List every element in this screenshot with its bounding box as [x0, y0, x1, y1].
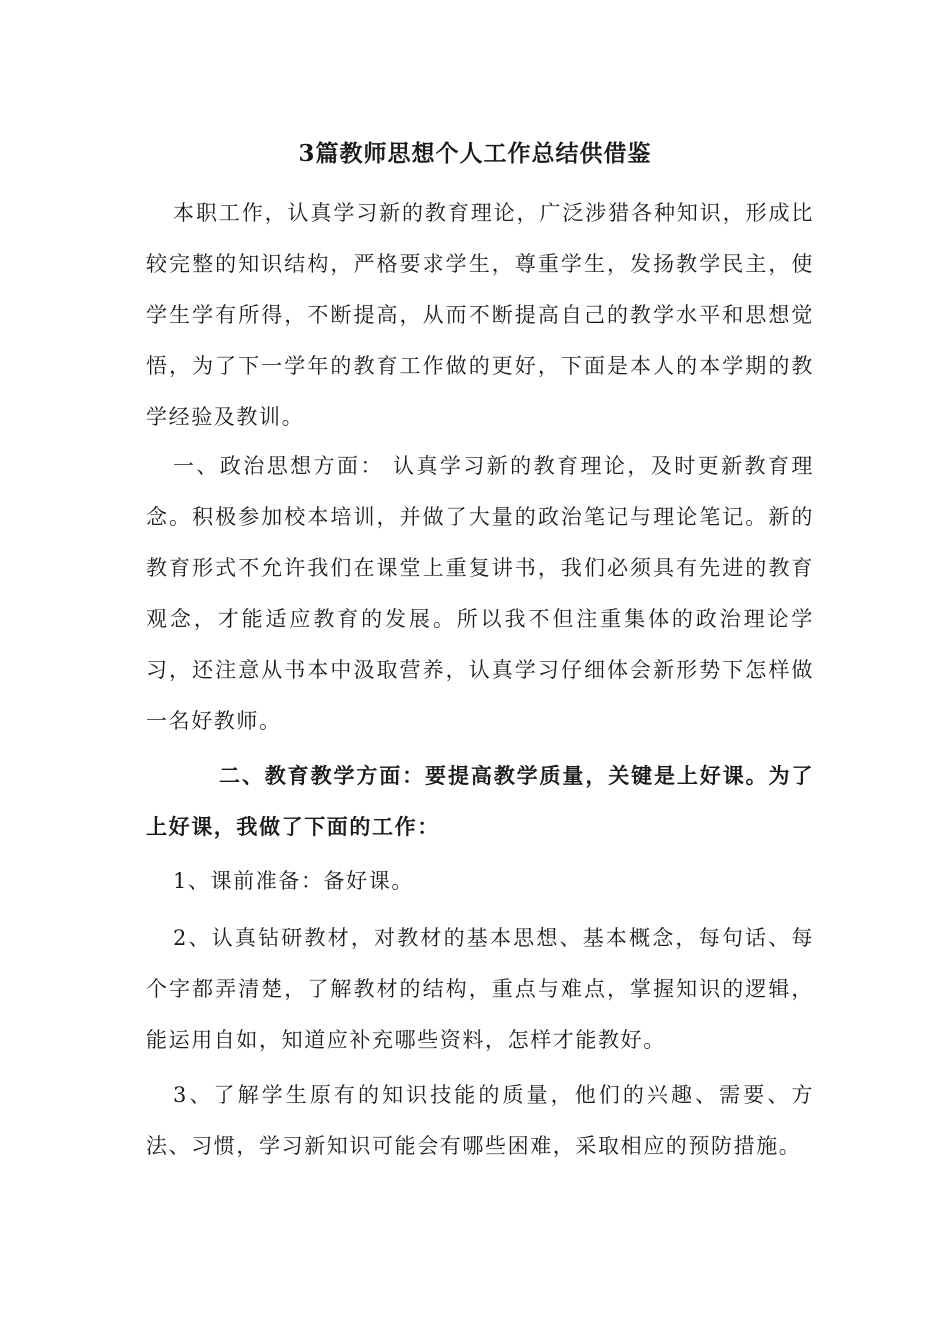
intro-paragraph: 本职工作，认真学习新的教育理论，广泛涉猎各种知识，形成比较完整的知识结构，严格要求学生，尊重学生，发扬教学民主，使学生学有所得，不断提高，从而不断提高自己的教学水平和思想觉悟，为了下一学年的教育工作做的更好，下面是本人的本学期的教学经验及教训。	[146, 201, 814, 429]
list-item-3: 3、了解学生原有的知识技能的质量，他们的兴趣、需要、方法、习惯，学习新知识可能会有哪些困难，采取相应的预防措施。	[146, 1083, 814, 1158]
document-title: 3篇教师思想个人工作总结供借鉴	[298, 140, 652, 167]
teaching-section-heading: 二、教育教学方面：要提高教学质量，关键是上好课。为了上好课，我做了下面的工作：	[146, 763, 814, 839]
list-item-2: 2、认真钻研教材，对教材的基本思想、基本概念，每句话、每个字都弄清楚，了解教材的结构，重点与难点，掌握知识的逻辑，能运用自如，知道应补充哪些资料，怎样才能教好。	[146, 926, 814, 1052]
politics-section-paragraph: 一、政治思想方面： 认真学习新的教育理论，及时更新教育理念。积极参加校本培训，并做了大量的政治笔记与理论笔记。新的教育形式不允许我们在课堂上重复讲书，我们必须具有先进的教育观念，才能适应教育的发展。所以我不但注重集体的政治理论学习，还注意从书本中汲取营养，认真学习仔细体会新形势下怎样做一名好教师。	[146, 454, 814, 733]
list-item-1: 1、课前准备：备好课。	[173, 869, 414, 893]
